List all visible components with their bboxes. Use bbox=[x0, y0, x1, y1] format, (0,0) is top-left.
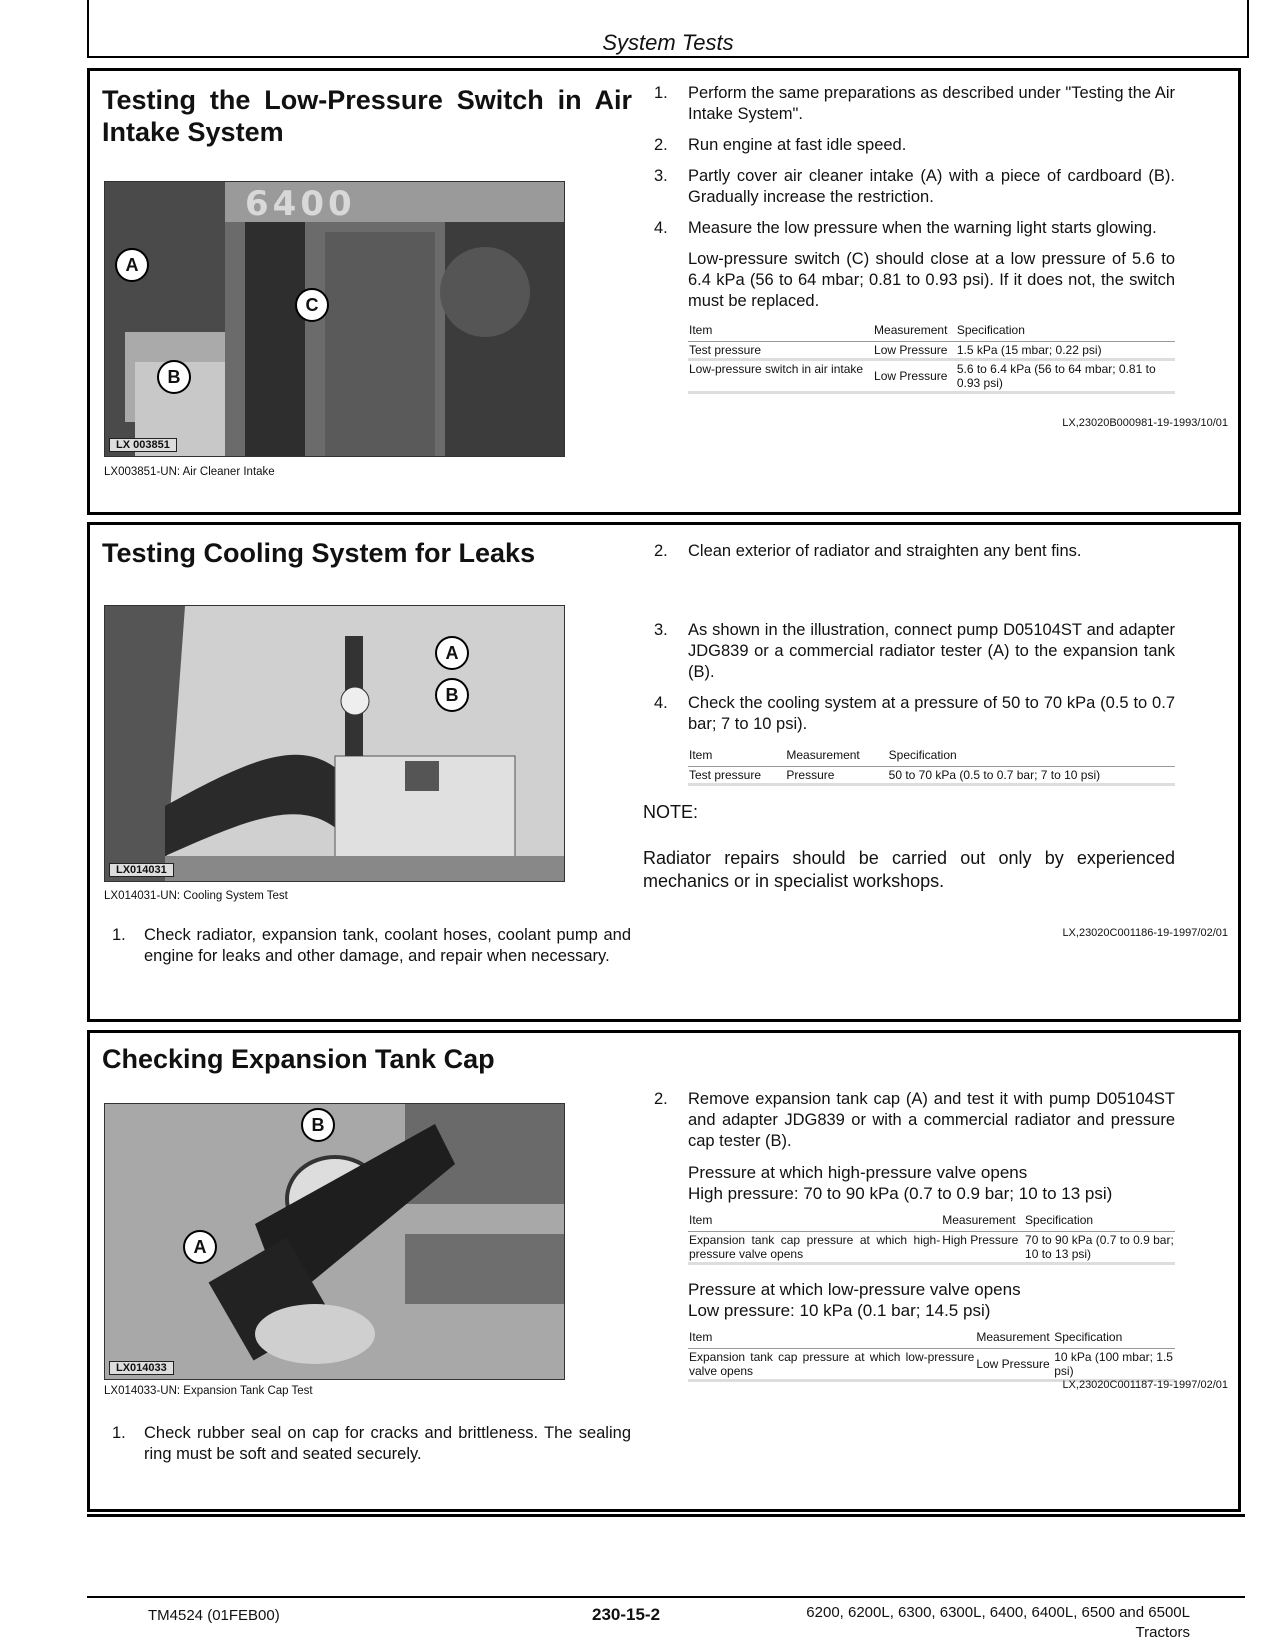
spec-table-high bbox=[688, 1210, 1175, 1265]
step-list-left bbox=[104, 1423, 631, 1475]
table-header-row: Item Measurement Specification bbox=[688, 745, 1175, 767]
high-pressure-title: Pressure at which high-pressure valve opens bbox=[688, 1163, 1028, 1182]
step-item: 1. Perform the same preparations as described under "Testing the Air Intake System". bbox=[654, 84, 1175, 123]
section-heading: Checking Expansion Tank Cap bbox=[102, 1044, 495, 1074]
section-heading: Testing the Low-Pressure Switch in Air Intake System bbox=[102, 85, 632, 147]
air-cleaner-intake-photo bbox=[104, 181, 565, 457]
photo-caption: LX014033-UN: Expansion Tank Cap Test bbox=[104, 1385, 313, 1397]
spec-table-wrapper bbox=[654, 320, 1175, 394]
step-item: 2. Run engine at fast idle speed. bbox=[654, 136, 907, 154]
step-item: 2. Clean exterior of radiator and straighten any bent fins. bbox=[654, 542, 1082, 560]
step-list bbox=[654, 83, 1175, 394]
cooling-system-test-photo bbox=[104, 605, 565, 882]
section-low-pressure-switch bbox=[87, 68, 1241, 515]
step-item: 2. Remove expansion tank cap (A) and test it with pump D05104ST and adapter JDG839 or with a commercial radiator and pressure cap tester (B). bbox=[654, 1090, 1175, 1150]
callout-a: A bbox=[435, 636, 469, 670]
callout-a: A bbox=[183, 1230, 217, 1264]
callout-a: A bbox=[115, 248, 149, 282]
page-header-title: System Tests bbox=[602, 30, 734, 55]
step-item: 3. Partly cover air cleaner intake (A) with a piece of cardboard (B). Gradually increase the restriction. bbox=[654, 167, 1175, 206]
spec-table-wrapper bbox=[654, 745, 1175, 786]
expansion-tank-cap-test-photo bbox=[104, 1103, 565, 1380]
step-item: 4. Measure the low pressure when the warning light starts glowing. bbox=[654, 219, 1157, 237]
document-id: LX,23020C001186-19-1997/02/01 bbox=[1062, 927, 1228, 939]
footer-models: 6200, 6200L, 6300, 6300L, 6400, 6400L, 6500 and 6500L Tractors bbox=[806, 1604, 1190, 1641]
step-item: 3. As shown in the illustration, connect pump D05104ST and adapter JDG839 or a commercial radiator tester (A) to the expansion tank (B). bbox=[654, 621, 1175, 681]
callout-b: B bbox=[301, 1108, 335, 1142]
page-header-frame bbox=[87, 0, 1249, 58]
note-text: Radiator repairs should be carried out only by experienced mechanics or in specialist workshops. bbox=[643, 848, 1175, 891]
table-header-row: Item Measurement Specification bbox=[688, 1327, 1175, 1349]
table-row: Low-pressure switch in air intake Low Pressure 5.6 to 6.4 kPa (56 to 64 mbar; 0.81 to 0.93 psi) bbox=[688, 360, 1175, 393]
high-pressure-block bbox=[654, 1162, 1175, 1204]
result-text: Low-pressure switch (C) should close at a low pressure of 5.6 to 6.4 kPa (56 to 64 mbar; 0.81 to 0.93 psi). If it does not, the switch must be replaced. bbox=[688, 250, 1175, 310]
callout-c: C bbox=[295, 288, 329, 322]
photo-model-number: 6400 bbox=[245, 184, 356, 224]
step-list bbox=[654, 1089, 1175, 1382]
table-header-row: Item Measurement Specification bbox=[688, 320, 1175, 342]
table-row: Expansion tank cap pressure at which high-pressure valve opens High Pressure 70 to 90 kPa (0.7 to 0.9 bar; 10 to 13 psi) bbox=[688, 1232, 1175, 1264]
document-id: LX,23020B000981-19-1993/10/01 bbox=[1062, 417, 1228, 429]
table-header-row: Item Measurement Specification bbox=[688, 1210, 1175, 1232]
section-cooling-system-leaks bbox=[87, 522, 1241, 1022]
step-list-left bbox=[104, 925, 631, 977]
photo-caption: LX014031-UN: Cooling System Test bbox=[104, 890, 288, 902]
low-pressure-value: Low pressure: 10 kPa (0.1 bar; 14.5 psi) bbox=[688, 1301, 991, 1320]
low-pressure-title: Pressure at which low-pressure valve opens bbox=[688, 1280, 1021, 1299]
photo-caption: LX003851-UN: Air Cleaner Intake bbox=[104, 466, 275, 478]
photo-id-label: LX 003851 bbox=[109, 438, 177, 452]
footer-rule bbox=[87, 1596, 1245, 1598]
bottom-rule bbox=[87, 1514, 1245, 1517]
photo-id-label: LX014033 bbox=[109, 1361, 174, 1375]
callout-b: B bbox=[435, 678, 469, 712]
table-row: Test pressure Pressure 50 to 70 kPa (0.5 to 0.7 bar; 7 to 10 psi) bbox=[688, 767, 1175, 785]
step-item: 4. Check the cooling system at a pressure of 50 to 70 kPa (0.5 to 0.7 bar; 7 to 10 psi). bbox=[654, 694, 1175, 733]
spec-table bbox=[688, 745, 1175, 786]
high-pressure-value: High pressure: 70 to 90 kPa (0.7 to 0.9 bar; 10 to 13 psi) bbox=[688, 1184, 1113, 1203]
step-item: 1. Check rubber seal on cap for cracks and brittleness. The sealing ring must be soft and seated securely. bbox=[112, 1424, 631, 1463]
spec-table-wrapper bbox=[654, 1210, 1175, 1265]
step-item: 1. Check radiator, expansion tank, coolant hoses, coolant pump and engine for leaks and other damage, and repair when necessary. bbox=[112, 926, 631, 965]
table-row: Test pressure Low Pressure 1.5 kPa (15 mbar; 0.22 psi) bbox=[688, 342, 1175, 360]
section-expansion-tank-cap bbox=[87, 1030, 1241, 1512]
document-id: LX,23020C001187-19-1997/02/01 bbox=[1062, 1379, 1228, 1391]
step-list bbox=[654, 541, 1175, 786]
photo-id-label: LX014031 bbox=[109, 863, 174, 877]
spec-table bbox=[688, 320, 1175, 394]
spec-table-wrapper bbox=[654, 1327, 1175, 1382]
low-pressure-block bbox=[654, 1279, 1175, 1321]
footer-page-number: 230-15-2 bbox=[592, 1605, 661, 1624]
callout-b: B bbox=[157, 360, 191, 394]
spec-table-low bbox=[688, 1327, 1175, 1382]
footer-manual-id: TM4524 (01FEB00) bbox=[148, 1607, 280, 1624]
note-label: NOTE: bbox=[643, 802, 699, 822]
table-row: Expansion tank cap pressure at which low-pressure valve opens Low Pressure 10 kPa (100 mbar; 1.5 psi) bbox=[688, 1349, 1175, 1381]
section-heading: Testing Cooling System for Leaks bbox=[102, 538, 536, 568]
